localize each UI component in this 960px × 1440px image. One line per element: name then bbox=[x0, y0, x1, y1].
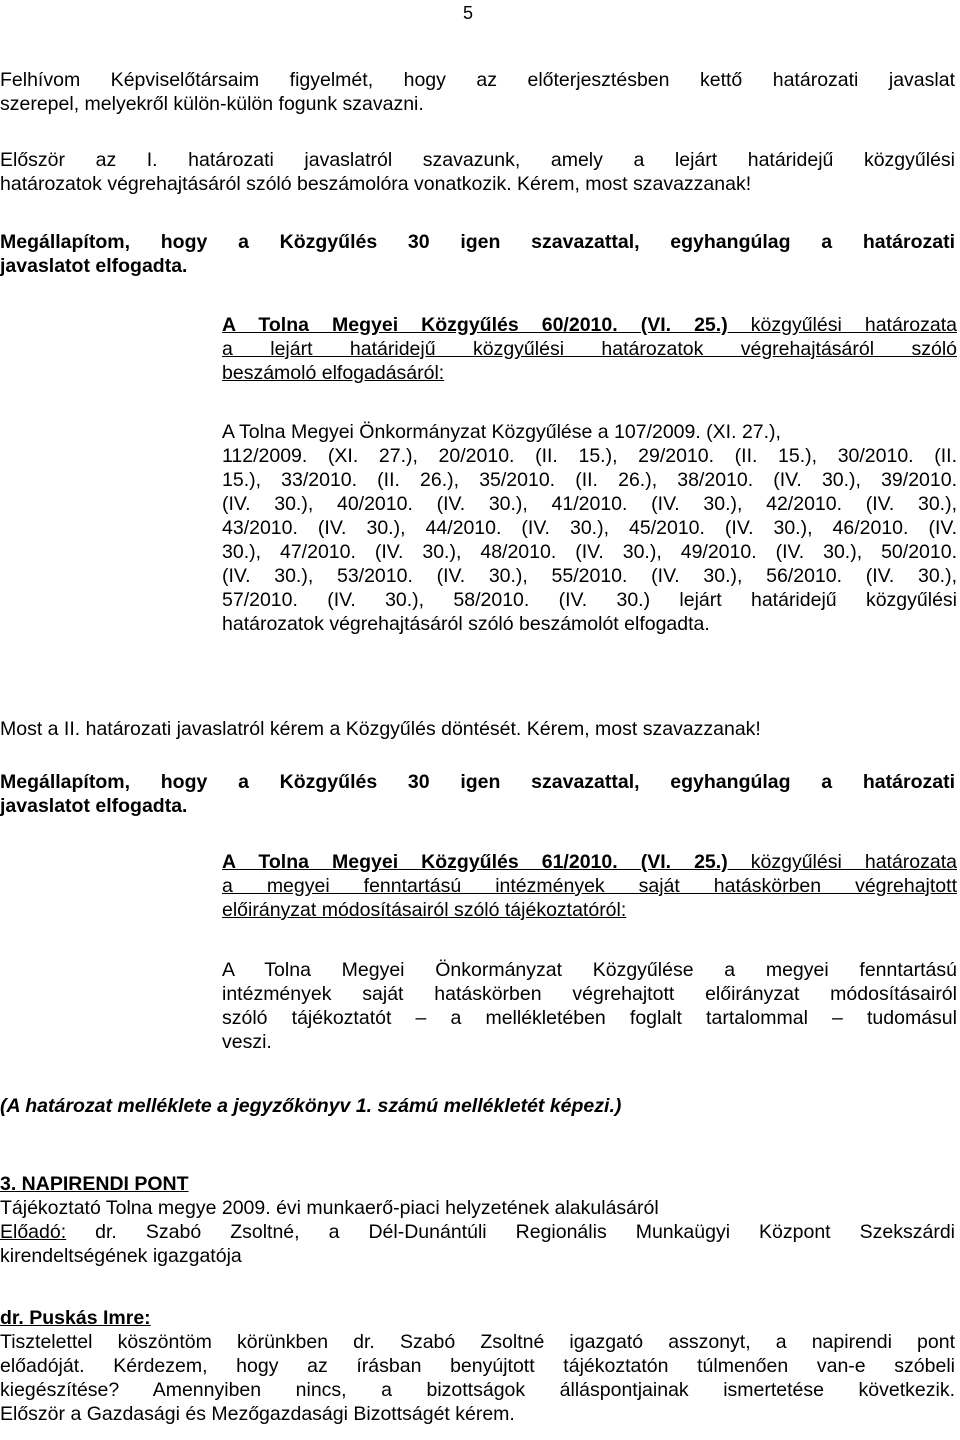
text-line: A Tolna Megyei Önkormányzat Közgyűlése a 107/2009. (XI. 27.), bbox=[222, 421, 781, 443]
speech-section bbox=[0, 1306, 955, 1426]
second-vote-paragraph bbox=[0, 717, 955, 741]
text-line: Először a Gazdasági és Mezőgazdasági Bizottságét kérem. bbox=[0, 1403, 515, 1425]
text-line: Tisztelettel köszöntöm körünkben dr. Szabó Zsoltné igazgató asszonyt, a napirendi pont bbox=[0, 1331, 955, 1353]
text-line: szerepel, melyekről külön-külön fogunk szavazni. bbox=[0, 93, 424, 115]
text-line: (IV. 30.), 40/2010. (IV. 30.), 41/2010. (IV. 30.), 42/2010. (IV. 30.), bbox=[222, 493, 957, 515]
presenter-line bbox=[0, 1220, 955, 1244]
text-line: intézmények saját hatáskörben végrehajtott előirányzat módosításairól bbox=[222, 983, 957, 1005]
first-vote-paragraph bbox=[0, 148, 955, 196]
resolution-title-line: A Tolna Megyei Közgyűlés 61/2010. (VI. 25.) közgyűlési határozata bbox=[222, 851, 958, 873]
agenda-heading: 3. NAPIRENDI PONT bbox=[0, 1173, 189, 1195]
resolution-number: A Tolna Megyei Közgyűlés 61/2010. (VI. 25.) bbox=[222, 851, 728, 873]
agenda-section bbox=[0, 1172, 955, 1268]
resolution-title-line: a lejárt határidejű közgyűlési határozatok végrehajtásáról szóló bbox=[222, 338, 957, 360]
text-line: A Tolna Megyei Önkormányzat Közgyűlése a megyei fenntartású bbox=[222, 959, 957, 981]
text-line: javaslatot elfogadta. bbox=[0, 795, 188, 817]
text-line: (A határozat melléklete a jegyzőkönyv 1. számú mellékletét képezi.) bbox=[0, 1095, 622, 1117]
vote-result-2 bbox=[0, 770, 955, 818]
resolution-61-body bbox=[222, 958, 957, 1054]
text-line: Felhívom Képviselőtársaim figyelmét, hogy az előterjesztésben kettő határozati javaslat bbox=[0, 69, 955, 91]
text-line: kiegészítése? Amennyiben nincs, a bizottságok álláspontjainak ismertetése következik. bbox=[0, 1379, 955, 1401]
text-line: szóló tájékoztatót – a mellékletében foglalt tartalommal – tudomásul bbox=[222, 1007, 957, 1029]
resolution-61-title bbox=[222, 850, 957, 922]
text-line: veszi. bbox=[222, 1031, 272, 1053]
resolution-60-title bbox=[222, 313, 957, 385]
resolution-60-body bbox=[222, 420, 957, 636]
text-line: Megállapítom, hogy a Közgyűlés 30 igen szavazattal, egyhangúlag a határozati bbox=[0, 771, 955, 793]
resolution-title-line: előirányzat módosításairól szóló tájékoztatóról: bbox=[222, 899, 627, 921]
intro-paragraph bbox=[0, 68, 955, 116]
speaker-name: dr. Puskás Imre: bbox=[0, 1307, 151, 1329]
text-line: Először az I. határozati javaslatról szavazunk, amely a lejárt határidejű közgyűlési bbox=[0, 149, 955, 171]
presenter-line: kirendeltségének igazgatója bbox=[0, 1245, 242, 1267]
annex-note bbox=[0, 1094, 955, 1118]
text-line: Megállapítom, hogy a Közgyűlés 30 igen szavazattal, egyhangúlag a határozati bbox=[0, 231, 955, 253]
text-line: 30.), 47/2010. (IV. 30.), 48/2010. (IV. 30.), 49/2010. (IV. 30.), 50/2010. bbox=[222, 541, 957, 563]
text-line: 57/2010. (IV. 30.), 58/2010. (IV. 30.) lejárt határidejű közgyűlési bbox=[222, 589, 957, 611]
text-line: határozatok végrehajtásáról szóló beszámolót elfogadta. bbox=[222, 613, 710, 635]
resolution-title-line: A Tolna Megyei Közgyűlés 60/2010. (VI. 25.) közgyűlési határozata bbox=[222, 314, 958, 336]
text-line: 15.), 33/2010. (II. 26.), 35/2010. (II. 26.), 38/2010. (IV. 30.), 39/2010. bbox=[222, 469, 957, 491]
resolution-number: A Tolna Megyei Közgyűlés 60/2010. (VI. 25.) bbox=[222, 314, 728, 336]
text-line: javaslatot elfogadta. bbox=[0, 255, 188, 277]
resolution-title-line: beszámoló elfogadásáról: bbox=[222, 362, 445, 384]
resolution-title-line: a megyei fenntartású intézmények saját hatáskörben végrehajtott bbox=[222, 875, 957, 897]
agenda-subject: Tájékoztató Tolna megye 2009. évi munkaerő-piaci helyzetének alakulásáról bbox=[0, 1197, 659, 1219]
text-line: 112/2009. (XI. 27.), 20/2010. (II. 15.), 29/2010. (II. 15.), 30/2010. (II. bbox=[222, 445, 957, 467]
text-line: előadóját. Kérdezem, hogy az írásban benyújtott tájékoztatón túlmenően van-e szóbeli bbox=[0, 1355, 955, 1377]
page-number: 5 bbox=[463, 3, 474, 23]
text-line: 43/2010. (IV. 30.), 44/2010. (IV. 30.), 45/2010. (IV. 30.), 46/2010. (IV. bbox=[222, 517, 957, 539]
presenter-text: dr. Szabó Zsoltné, a Dél-Dunántúli Regionális Munkaügyi Központ Szekszárdi bbox=[66, 1221, 955, 1243]
text-line: (IV. 30.), 53/2010. (IV. 30.), 55/2010. (IV. 30.), 56/2010. (IV. 30.), bbox=[222, 565, 957, 587]
text-line: határozatok végrehajtásáról szóló beszámolóra vonatkozik. Kérem, most szavazzanak! bbox=[0, 173, 752, 195]
presenter-label: Előadó: bbox=[0, 1221, 67, 1243]
vote-result-1 bbox=[0, 230, 955, 278]
text-line: Most a II. határozati javaslatról kérem a Közgyűlés döntését. Kérem, most szavazzanak! bbox=[0, 718, 761, 740]
